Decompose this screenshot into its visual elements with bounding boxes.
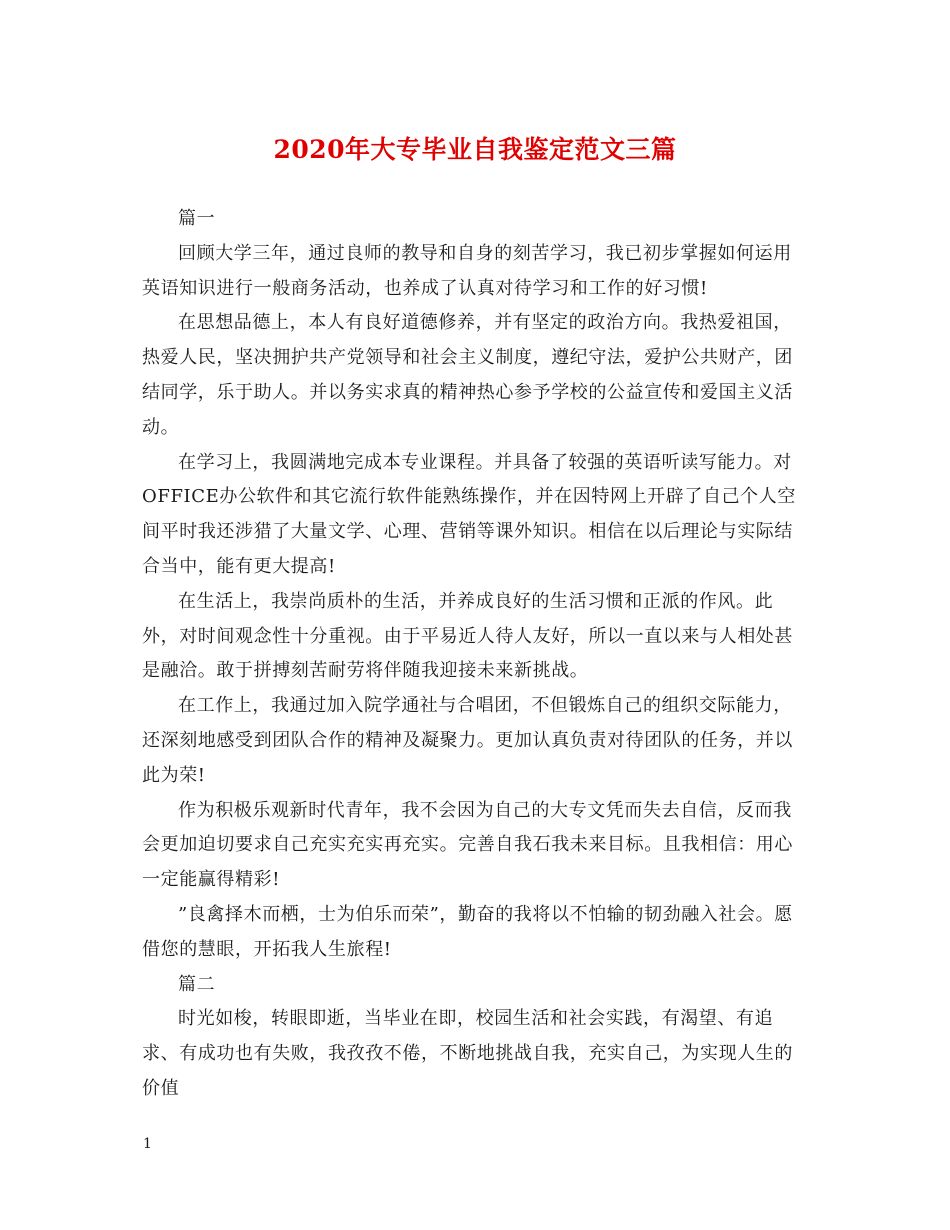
document-body xyxy=(142,202,810,1107)
document-title: 2020年大专毕业自我鉴定范文三篇 xyxy=(273,135,677,164)
paragraph: 回顾大学三年，通过良师的教导和自身的刻苦学习，我已初步掌握如何运用英语知识进行一般商务活动，也养成了认真对待学习和工作的好习惯! xyxy=(142,242,792,299)
paragraph: ”良禽择木而栖，士为伯乐而荣”，勤奋的我将以不怕输的韧劲融入社会。愿借您的慧眼，开拓我人生旅程! xyxy=(142,903,793,960)
paragraph: 在工作上，我通过加入院学通社与合唱团，不但锻炼自己的组织交际能力，还深刻地感受到团队合作的精神及凝聚力。更加认真负责对待团队的任务，并以此为荣! xyxy=(142,695,793,786)
paragraph: 在生活上，我崇尚质朴的生活，并养成良好的生活习惯和正派的作风。此外，对时间观念性十分重视。由于平易近人待人友好，所以一直以来与人相处甚是融洽。敢于拼搏刻苦耐劳将伴随我迎接未来新挑战。 xyxy=(142,590,793,682)
page-number: 1 xyxy=(143,1136,152,1152)
paragraph: 在学习上，我圆满地完成本专业课程。并具备了较强的英语听读写能力。对OFFICE办公软件和其它流行软件能熟练操作，并在因特网上开辟了自己个人空间平时我还涉猎了大量文学、心理、营销等课外知识。相信在以后理论与实际结合当中，能有更大提高! xyxy=(142,451,796,577)
section-heading-1: 篇一 xyxy=(178,208,216,229)
paragraph: 作为积极乐观新时代青年，我不会因为自己的大专文凭而失去自信，反而我会更加迫切要求自己充实充实再充实。完善自我石我未来目标。且我相信：用心一定能赢得精彩! xyxy=(142,799,793,891)
paragraph: 在思想品德上，本人有良好道德修养，并有坚定的政治方向。我热爱祖国，热爱人民，坚决拥护共产党领导和社会主义制度，遵纪守法，爱护公共财产，团结同学，乐于助人。并以务实求真的精神热心参予学校的公益宣传和爱国主义活动。 xyxy=(142,312,793,438)
paragraph: 时光如梭，转眼即逝，当毕业在即，校园生活和社会实践，有渴望、有追求、有成功也有失败，我孜孜不倦，不断地挑战自我，充实自己，为实现人生的价值 xyxy=(142,1008,793,1099)
section-heading-2: 篇二 xyxy=(178,973,216,995)
